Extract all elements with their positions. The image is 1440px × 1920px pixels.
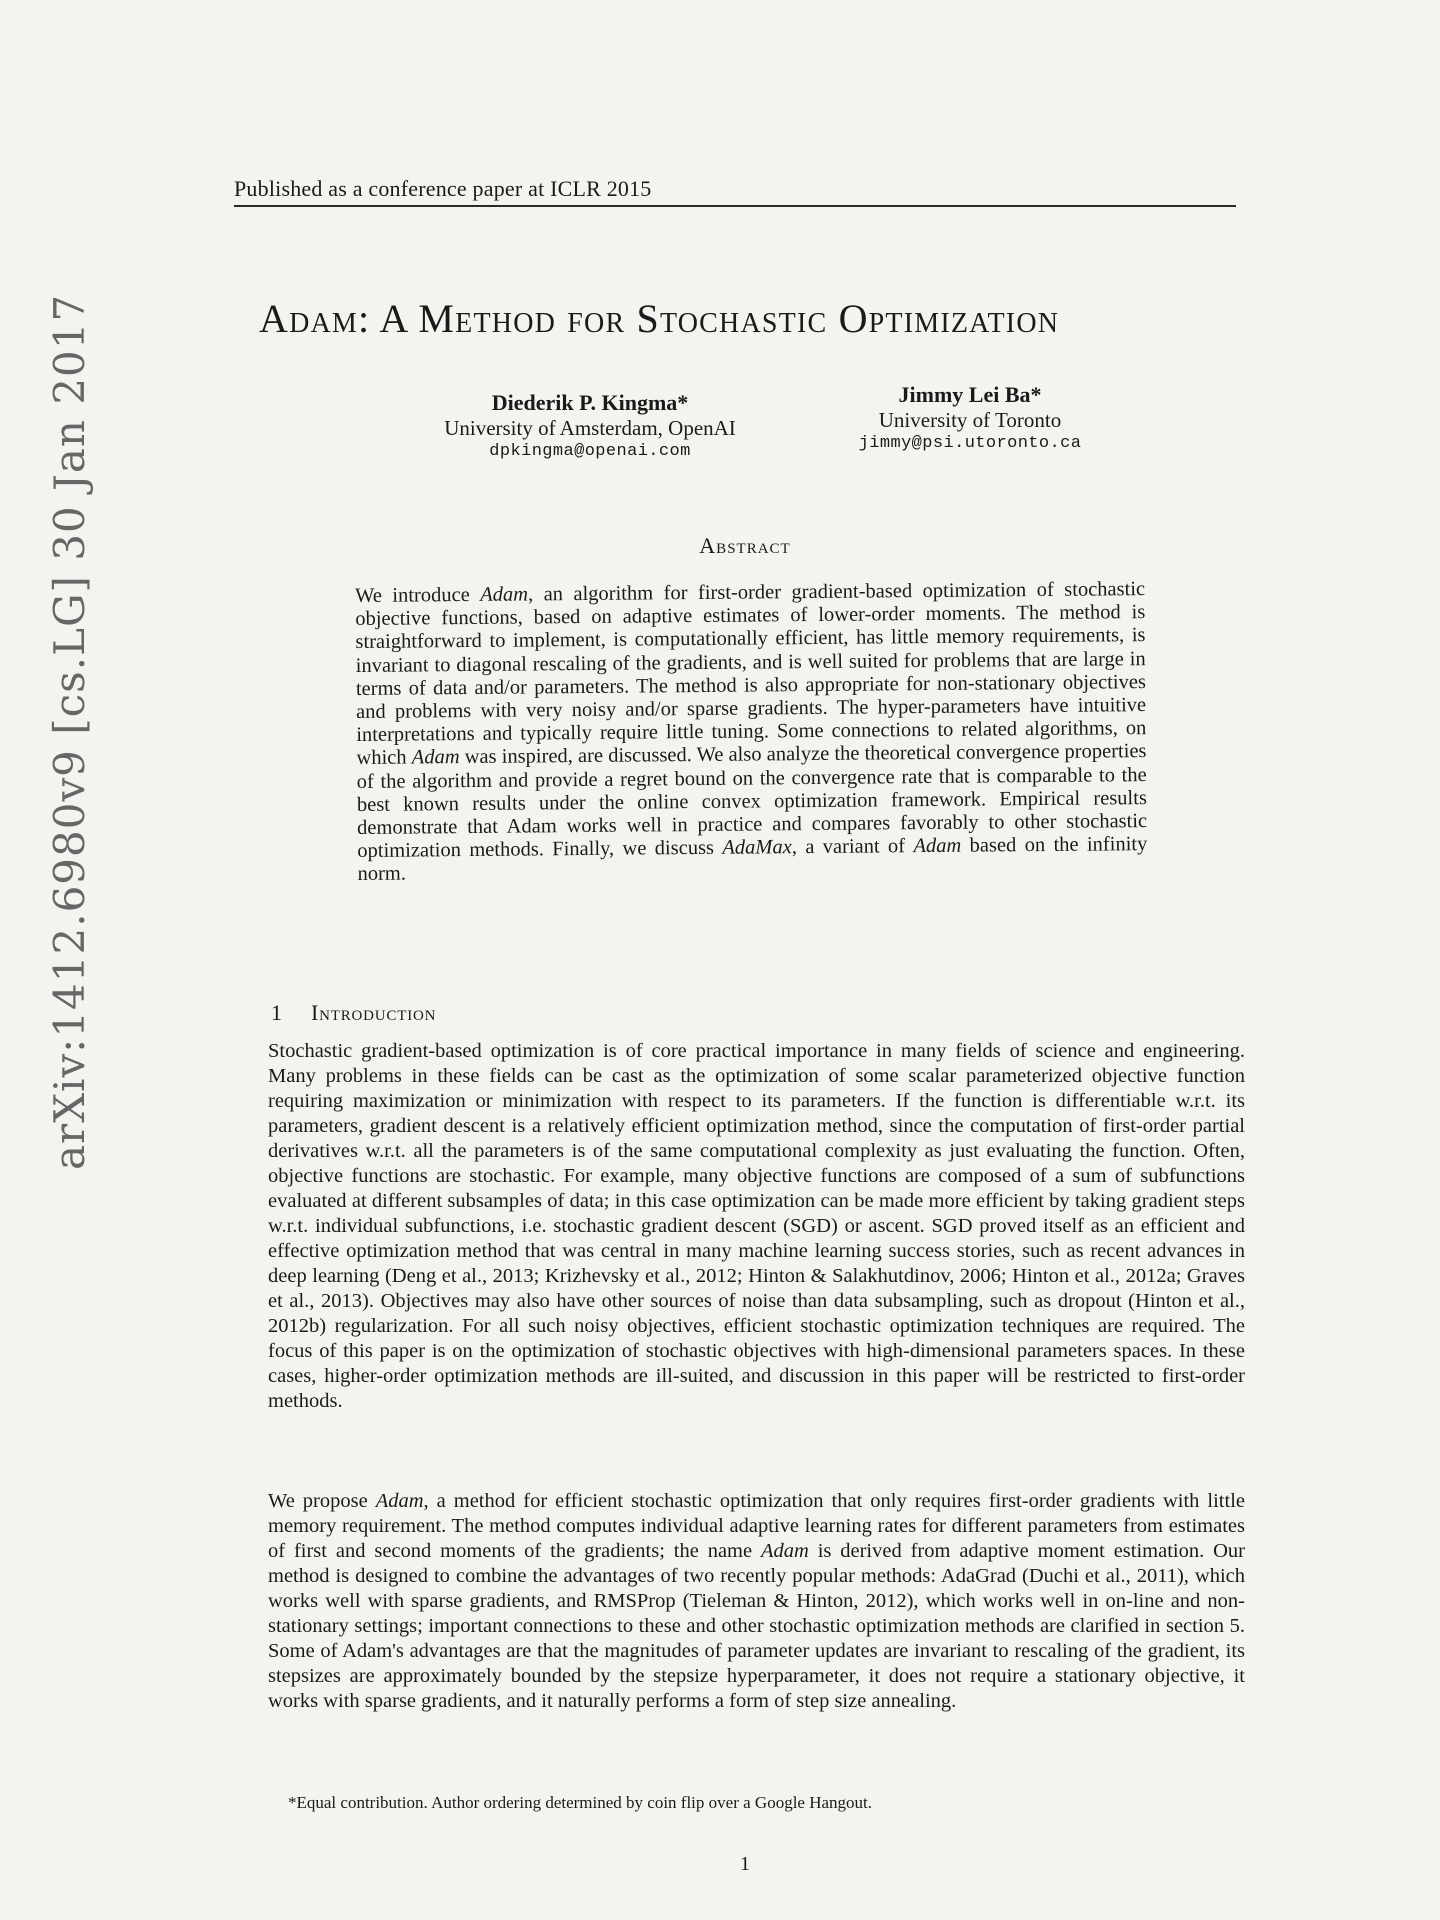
introduction-heading [271,1000,631,1026]
author-name-2: Jimmy Lei Ba* [898,382,1042,407]
section-title: Introduction [311,1000,437,1025]
author-email-1: dpkingma@openai.com [489,442,691,461]
arxiv-side-stamp: arXiv:1412.6980v9 [cs.LG] 30 Jan 2017 [45,293,94,1170]
author-block-2 [800,382,1140,456]
page-number: 1 [740,1853,750,1875]
author-name-1: Diederik P. Kingma* [491,390,689,415]
introduction-paragraph-2: We propose Adam, a method for efficient stochastic optimization that only requires first-order gradients with little memory requirement. The method computes individual adaptive learning rates for different parameters from estimates of first and second moments of the gradients; the name Adam is derived from adaptive moment estimation. Our method is designed to combine the advantages of two recently popular methods: AdaGrad (Duchi et al., 2011), which works well with sparse gradients, and RMSProp (Tieleman & Hinton, 2012), which works well in on-line and non-stationary settings; important connections to these and other stochastic optimization methods are clarified in section 5. Some of Adam's advantages are that the magnitudes of parameter updates are invariant to rescaling of the gradient, its stepsizes are approximately bounded by the stepsize hyperparameter, it does not require a stationary objective, it works with sparse gradients, and it naturally performs a form of step size annealing. [268,1490,1245,1712]
author-affiliation-1: University of Amsterdam, OpenAI [444,416,736,440]
abstract-text: We introduce Adam, an algorithm for first-order gradient-based optimization of stochastic objective functions, based on adaptive estimates of lower-order moments. The method is straightforward to implement, is computationally efficient, has little memory requirements, is invariant to diagonal rescaling of the gradients, and is well suited for problems that are large in terms of data and/or parameters. The method is also appropriate for non-stationary objectives and problems with very noisy and/or sparse gradients. The hyper-parameters have intuitive interpretations and typically require little tuning. Some connections to related algorithms, on which Adam was inspired, are discussed. We also analyze the theoretical convergence properties of the algorithm and provide a regret bound on the convergence rate that is comparable to the best known results under the online convex optimization framework. Empirical results demonstrate that Adam works well in practice and compares favorably to other stochastic optimization methods. Finally, we discuss AdaMax, a variant of Adam based on the infinity norm. [355,578,1148,886]
introduction-paragraph-1: Stochastic gradient-based optimization is of core practical importance in many fields of science and engineering. Many problems in these fields can be cast as the optimization of some scalar parameterized objective function requiring maximization or minimization with respect to its parameters. If the function is differentiable w.r.t. its parameters, gradient descent is a relatively efficient optimization method, since the computation of first-order partial derivatives w.r.t. all the parameters is of the same computational complexity as just evaluating the function. Often, objective functions are stochastic. For example, many objective functions are composed of a sum of subfunctions evaluated at different subsamples of data; in this case optimization can be made more efficient by taking gradient steps w.r.t. individual subfunctions, i.e. stochastic gradient descent (SGD) or ascent. SGD proved itself as an efficient and effective optimization method that was central in many machine learning success stories, such as recent advances in deep learning (Deng et al., 2013; Krizhevsky et al., 2012; Hinton & Salakhutdinov, 2006; Hinton et al., 2012a; Graves et al., 2013). Objectives may also have other sources of noise than data subsampling, such as dropout (Hinton et al., 2012b) regularization. For all such noisy objectives, efficient stochastic optimization techniques are required. The focus of this paper is on the optimization of stochastic objectives with high-dimensional parameters spaces. In these cases, higher-order optimization methods are ill-suited, and discussion in this paper will be restricted to first-order methods. [268,1040,1245,1412]
abstract-heading: Abstract [699,533,791,558]
conference-header: Published as a conference paper at ICLR 2015 [234,177,1236,207]
author-block-1 [400,390,780,464]
section-number: 1 [271,1000,283,1025]
author-email-2: jimmy@psi.utoronto.ca [858,434,1082,453]
paper-title: Adam: A Method for Stochastic Optimization [259,296,1060,341]
footnote: *Equal contribution. Author ordering determined by coin flip over a Google Hangout. [288,1793,873,1812]
author-affiliation-2: University of Toronto [878,408,1062,432]
